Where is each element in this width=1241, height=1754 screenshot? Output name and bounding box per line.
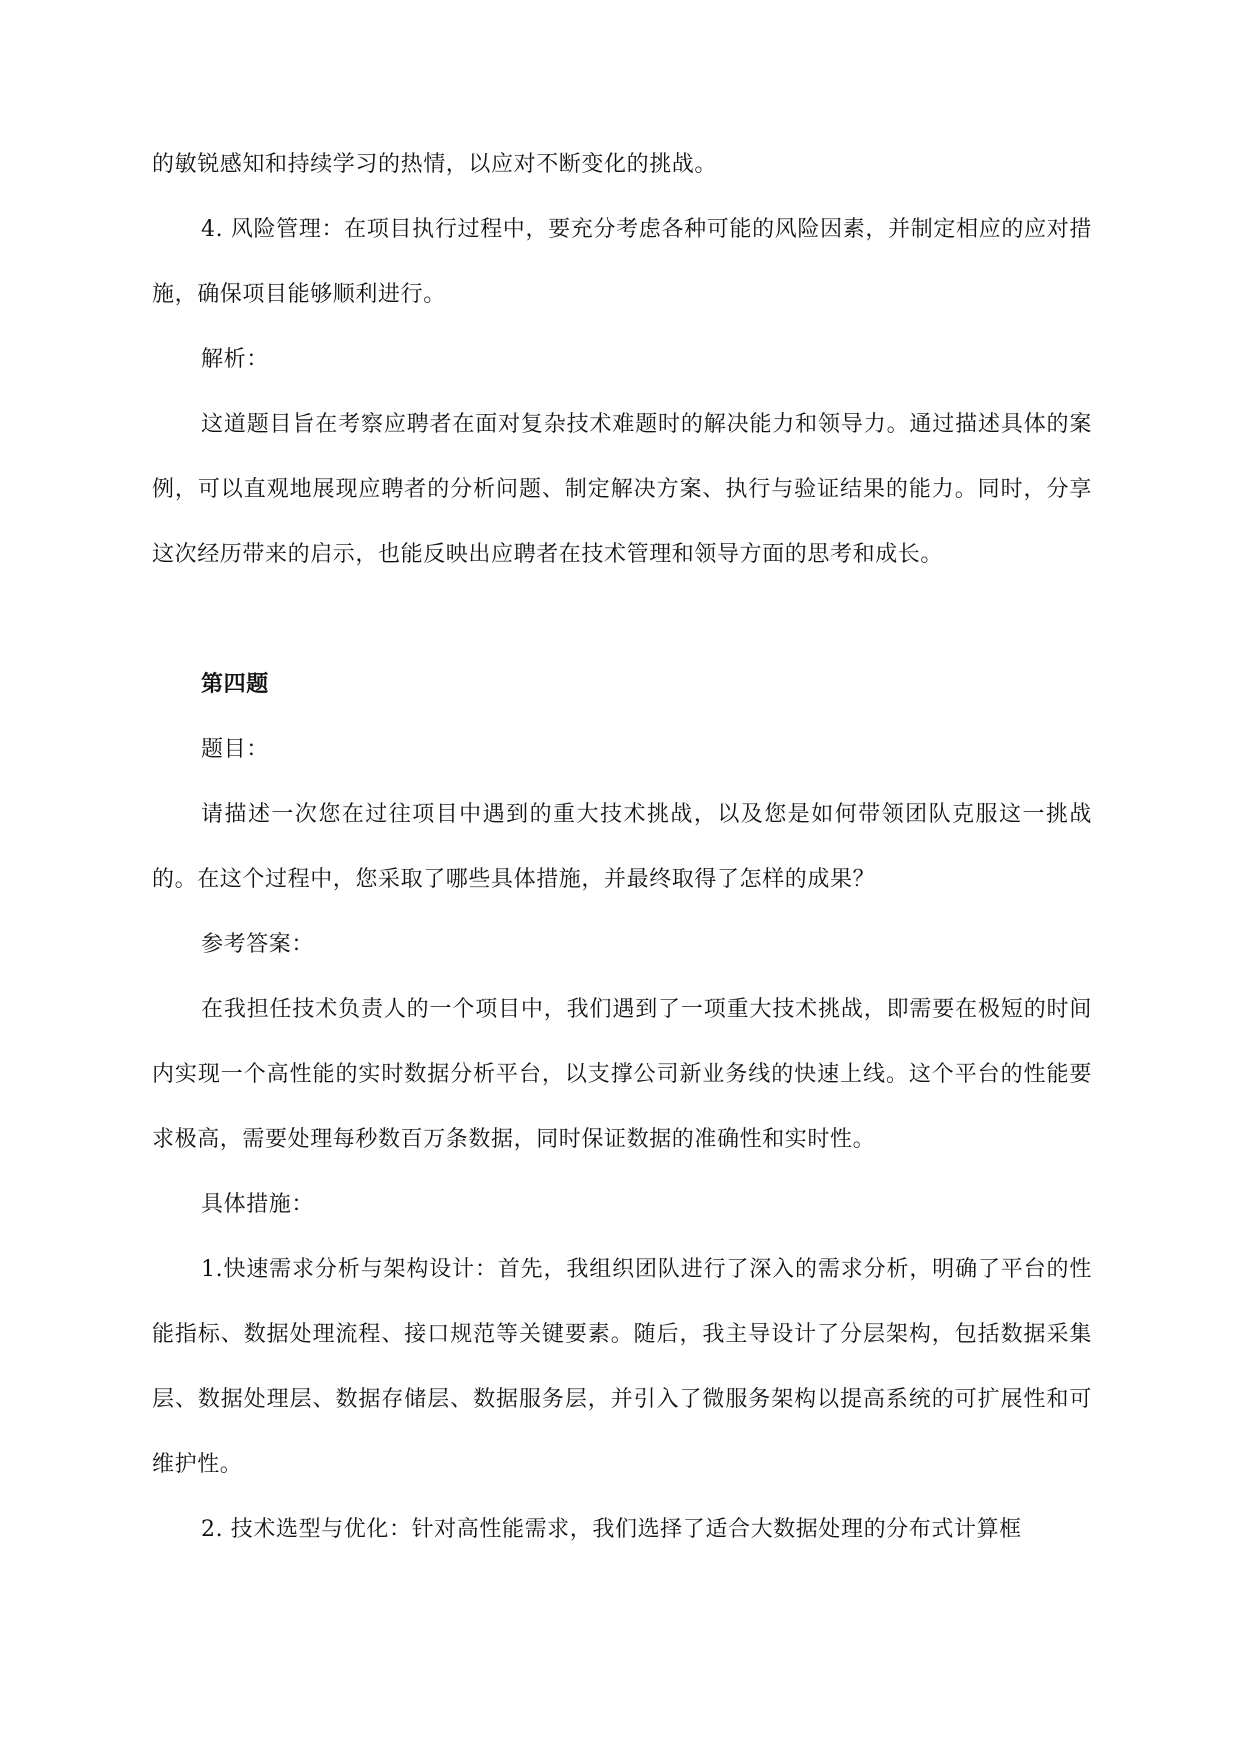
paragraph-continuation: 的敏锐感知和持续学习的热情，以应对不断变化的挑战。 xyxy=(152,152,718,177)
label-question: 题目： xyxy=(201,737,269,762)
paragraph-risk-management: 4. 风险管理：在项目执行过程中，要充分考虑各种可能的风险因素，并制定相应的应对措施，确保项目能够顺利进行。 xyxy=(152,217,1092,307)
label-reference-answer: 参考答案： xyxy=(201,932,315,957)
label-specific-measures: 具体措施： xyxy=(201,1192,315,1217)
paragraph-measure-2: 2. 技术选型与优化：针对高性能需求，我们选择了适合大数据处理的分布式计算框 xyxy=(201,1517,1022,1542)
paragraph-measure-1: 1.快速需求分析与架构设计：首先，我组织团队进行了深入的需求分析，明确了平台的性能指标、数据处理流程、接口规范等关键要素。随后，我主导设计了分层架构，包括数据采集层、数据处理层、数据存储层、数据服务层，并引入了微服务架构以提高系统的可扩展性和可维护性。 xyxy=(152,1257,1092,1477)
label-analysis: 解析： xyxy=(201,347,269,372)
paragraph-analysis: 这道题目旨在考察应聘者在面对复杂技术难题时的解决能力和领导力。通过描述具体的案例，可以直观地展现应聘者的分析问题、制定解决方案、执行与验证结果的能力。同时，分享这次经历带来的启示，也能反映出应聘者在技术管理和领导方面的思考和成长。 xyxy=(152,412,1092,567)
paragraph-question: 请描述一次您在过往项目中遇到的重大技术挑战，以及您是如何带领团队克服这一挑战的。在这个过程中，您采取了哪些具体措施，并最终取得了怎样的成果？ xyxy=(152,802,1092,892)
section-heading: 第四题 xyxy=(201,671,269,697)
paragraph-answer-intro: 在我担任技术负责人的一个项目中，我们遇到了一项重大技术挑战，即需要在极短的时间内实现一个高性能的实时数据分析平台，以支撑公司新业务线的快速上线。这个平台的性能要求极高，需要处理每秒数百万条数据，同时保证数据的准确性和实时性。 xyxy=(152,997,1092,1152)
